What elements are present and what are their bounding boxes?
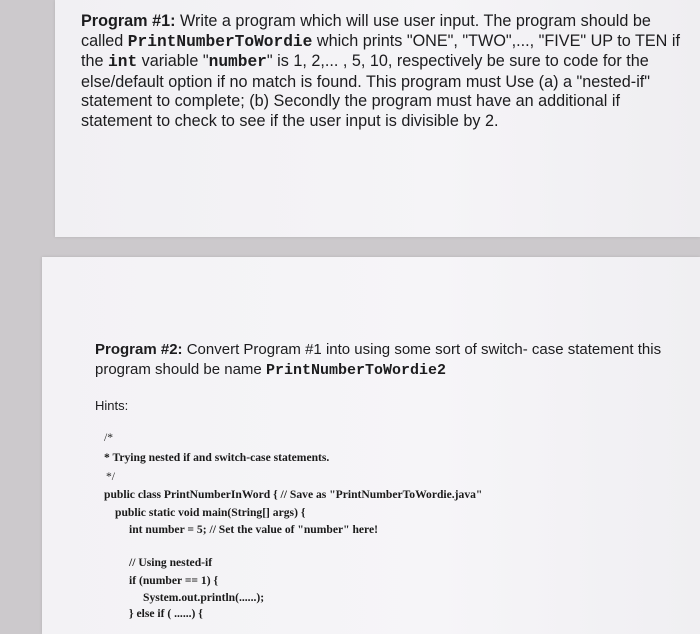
code-line: if (number == 1) {: [129, 574, 219, 587]
hints-label: Hints:: [95, 398, 129, 413]
program-1-label: Program #1:: [81, 12, 176, 30]
code-line: // Using nested-if: [129, 556, 213, 569]
code-line: System.out.println(......);: [143, 591, 265, 604]
program-2-description: [95, 340, 695, 380]
code-line: int number = 5; // Set the value of "number" here!: [129, 523, 378, 536]
code-line: * Trying nested if and switch-case statements.: [104, 451, 330, 464]
program-1-text-a: Write a program which will use user input. The program should be called: [81, 12, 651, 50]
program-2-label: Program #2:: [95, 341, 183, 358]
code-line: */: [106, 470, 116, 483]
program-1-class-name: PrintNumberToWordie: [127, 32, 313, 51]
code-line: } else if ( ......) {: [129, 607, 203, 620]
program-2-text-a: Convert Program #1 into using some sort of switch- case statement this program should be name: [95, 341, 662, 378]
program-1-text-b: which prints "ONE", "TWO",..., "FIVE" UP to TEN if the: [81, 31, 680, 71]
program-1-description: [81, 12, 691, 132]
code-line: public class PrintNumberInWord { // Save as "PrintNumberToWordie.java": [104, 488, 483, 501]
program-1-text-d: " is 1, 2,... , 5, 10, respectively be sure to code for the else/default option if no match is found. This program must Use (a) a "nested-if" statement to complete; (b) Secondly the program must have an additional if statement to check to see if the user input is divisible by 2.: [81, 52, 651, 130]
program-2-class-name: PrintNumberToWordie2: [265, 361, 446, 379]
program-1-text-c: variable ": [137, 52, 209, 71]
code-line: public static void main(String[] args) {: [115, 506, 306, 519]
code-line: /*: [104, 431, 114, 444]
program-1-int-keyword: int: [108, 53, 138, 72]
program-1-number-variable: number: [208, 53, 267, 72]
